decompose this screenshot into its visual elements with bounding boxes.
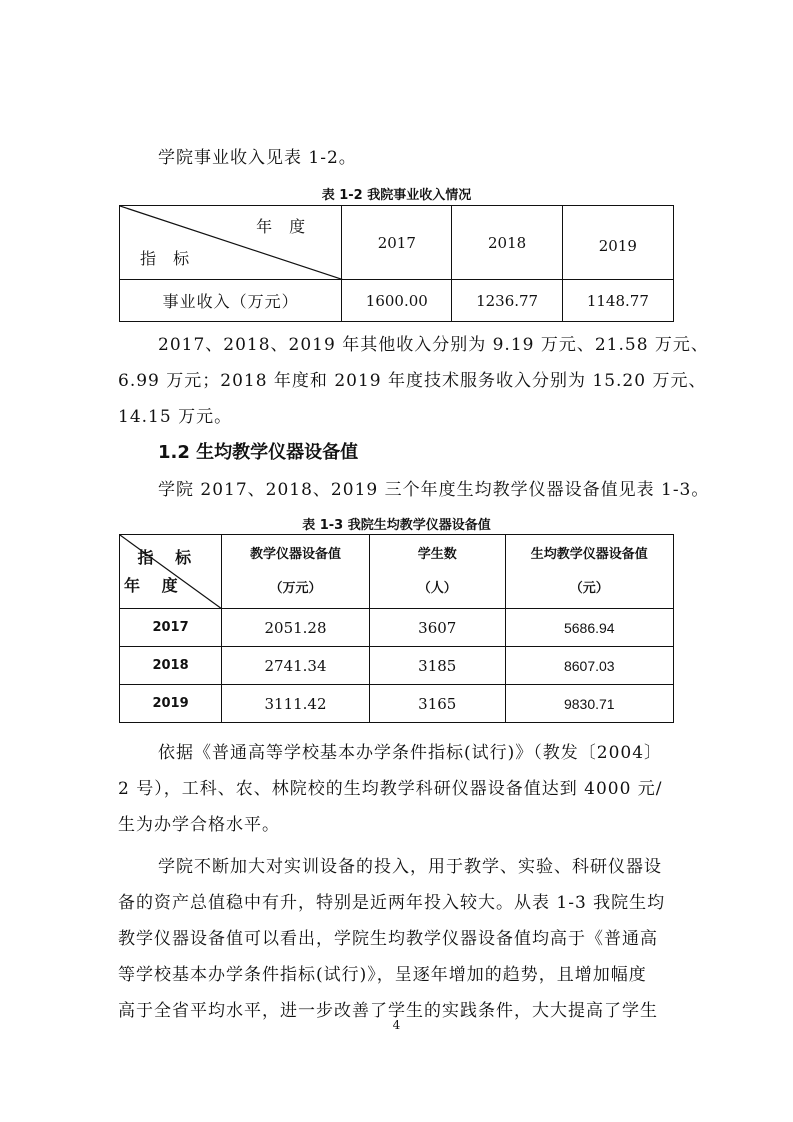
table-1-3-corner-cell (120, 535, 222, 609)
corner-bottom-label: 年 度 (124, 576, 186, 595)
value-cell: 1148.77 (562, 280, 673, 322)
table-1-2-corner-cell (120, 206, 342, 280)
equipment-cell: 2051.28 (222, 609, 370, 647)
paragraph-line: 依据《普通高等学校基本办学条件指标(试行)》（教发〔2004〕 (158, 743, 663, 763)
paragraph-line: 等学校基本办学条件指标(试行)》，呈逐年增加的趋势，且增加幅度 (118, 965, 647, 985)
column-header-line2: （元） (569, 580, 609, 596)
paragraph-line: 2 号），工科、农、林院校的生均教学科研仪器设备值达到 4000 元/ (118, 779, 663, 799)
corner-bottom-label: 指 标 (140, 249, 196, 268)
year-header: 2017 (342, 206, 452, 280)
table-row (120, 685, 674, 723)
column-header-line2: （万元） (269, 580, 322, 596)
intro-line-2: 学院 2017、2018、2019 三个年度生均教学仪器设备值见表 1-3。 (158, 480, 710, 500)
column-header-line2: （人） (417, 580, 457, 596)
year-cell: 2018 (120, 647, 222, 685)
students-cell: 3185 (369, 647, 505, 685)
intro-line: 学院事业收入见表 1-2。 (158, 148, 357, 168)
table-row (120, 647, 674, 685)
table-1-3 (119, 534, 674, 723)
corner-top-label: 指 标 (137, 548, 200, 567)
year-cell: 2019 (120, 685, 222, 723)
students-cell: 3165 (369, 685, 505, 723)
value-cell: 1600.00 (342, 280, 452, 322)
paragraph-line: 学院不断加大对实训设备的投入，用于教学、实验、科研仪器设 (158, 857, 662, 877)
equipment-cell: 2741.34 (222, 647, 370, 685)
paragraph-line: 教学仪器设备值可以看出，学院生均教学仪器设备值均高于《普通高 (118, 929, 658, 949)
paragraph-line: 生为办学合格水平。 (118, 815, 280, 835)
students-cell: 3607 (369, 609, 505, 647)
column-header-line1: 教学仪器设备值 (250, 546, 342, 562)
table-1-3-caption: 表 1-3 我院生均教学仪器设备值 (302, 518, 491, 533)
paragraph-line: 2017、2018、2019 年其他收入分别为 9.19 万元、21.58 万元、 (158, 335, 709, 355)
column-header (505, 535, 673, 609)
column-header-line1: 学生数 (417, 546, 457, 562)
table-row (120, 609, 674, 647)
per-student-cell: 8607.03 (505, 647, 673, 685)
section-heading: 1.2 生均教学仪器设备值 (158, 442, 359, 463)
paragraph-line: 高于全省平均水平，进一步改善了学生的实践条件，大大提高了学生 (118, 1001, 658, 1021)
year-header: 2018 (452, 206, 562, 280)
corner-top-label: 年 度 (256, 217, 312, 236)
year-cell: 2017 (120, 609, 222, 647)
paragraph-line: 备的资产总值稳中有升，特别是近两年投入较大。从表 1-3 我院生均 (118, 893, 666, 913)
row-label: 事业收入（万元） (120, 280, 342, 322)
equipment-cell: 3111.42 (222, 685, 370, 723)
column-header (369, 535, 505, 609)
year-header: 2019 (562, 206, 673, 280)
page-number: 4 (392, 1018, 401, 1032)
table-1-2 (119, 205, 674, 322)
table-1-2-caption: 表 1-2 我院事业收入情况 (321, 188, 472, 203)
per-student-cell: 9830.71 (505, 685, 673, 723)
paragraph-line: 14.15 万元。 (118, 407, 233, 427)
per-student-cell: 5686.94 (505, 609, 673, 647)
column-header-line1: 生均教学仪器设备值 (530, 546, 648, 562)
column-header (222, 535, 370, 609)
value-cell: 1236.77 (452, 280, 562, 322)
paragraph-line: 6.99 万元；2018 年度和 2019 年度技术服务收入分别为 15.20 万元、 (118, 371, 707, 391)
